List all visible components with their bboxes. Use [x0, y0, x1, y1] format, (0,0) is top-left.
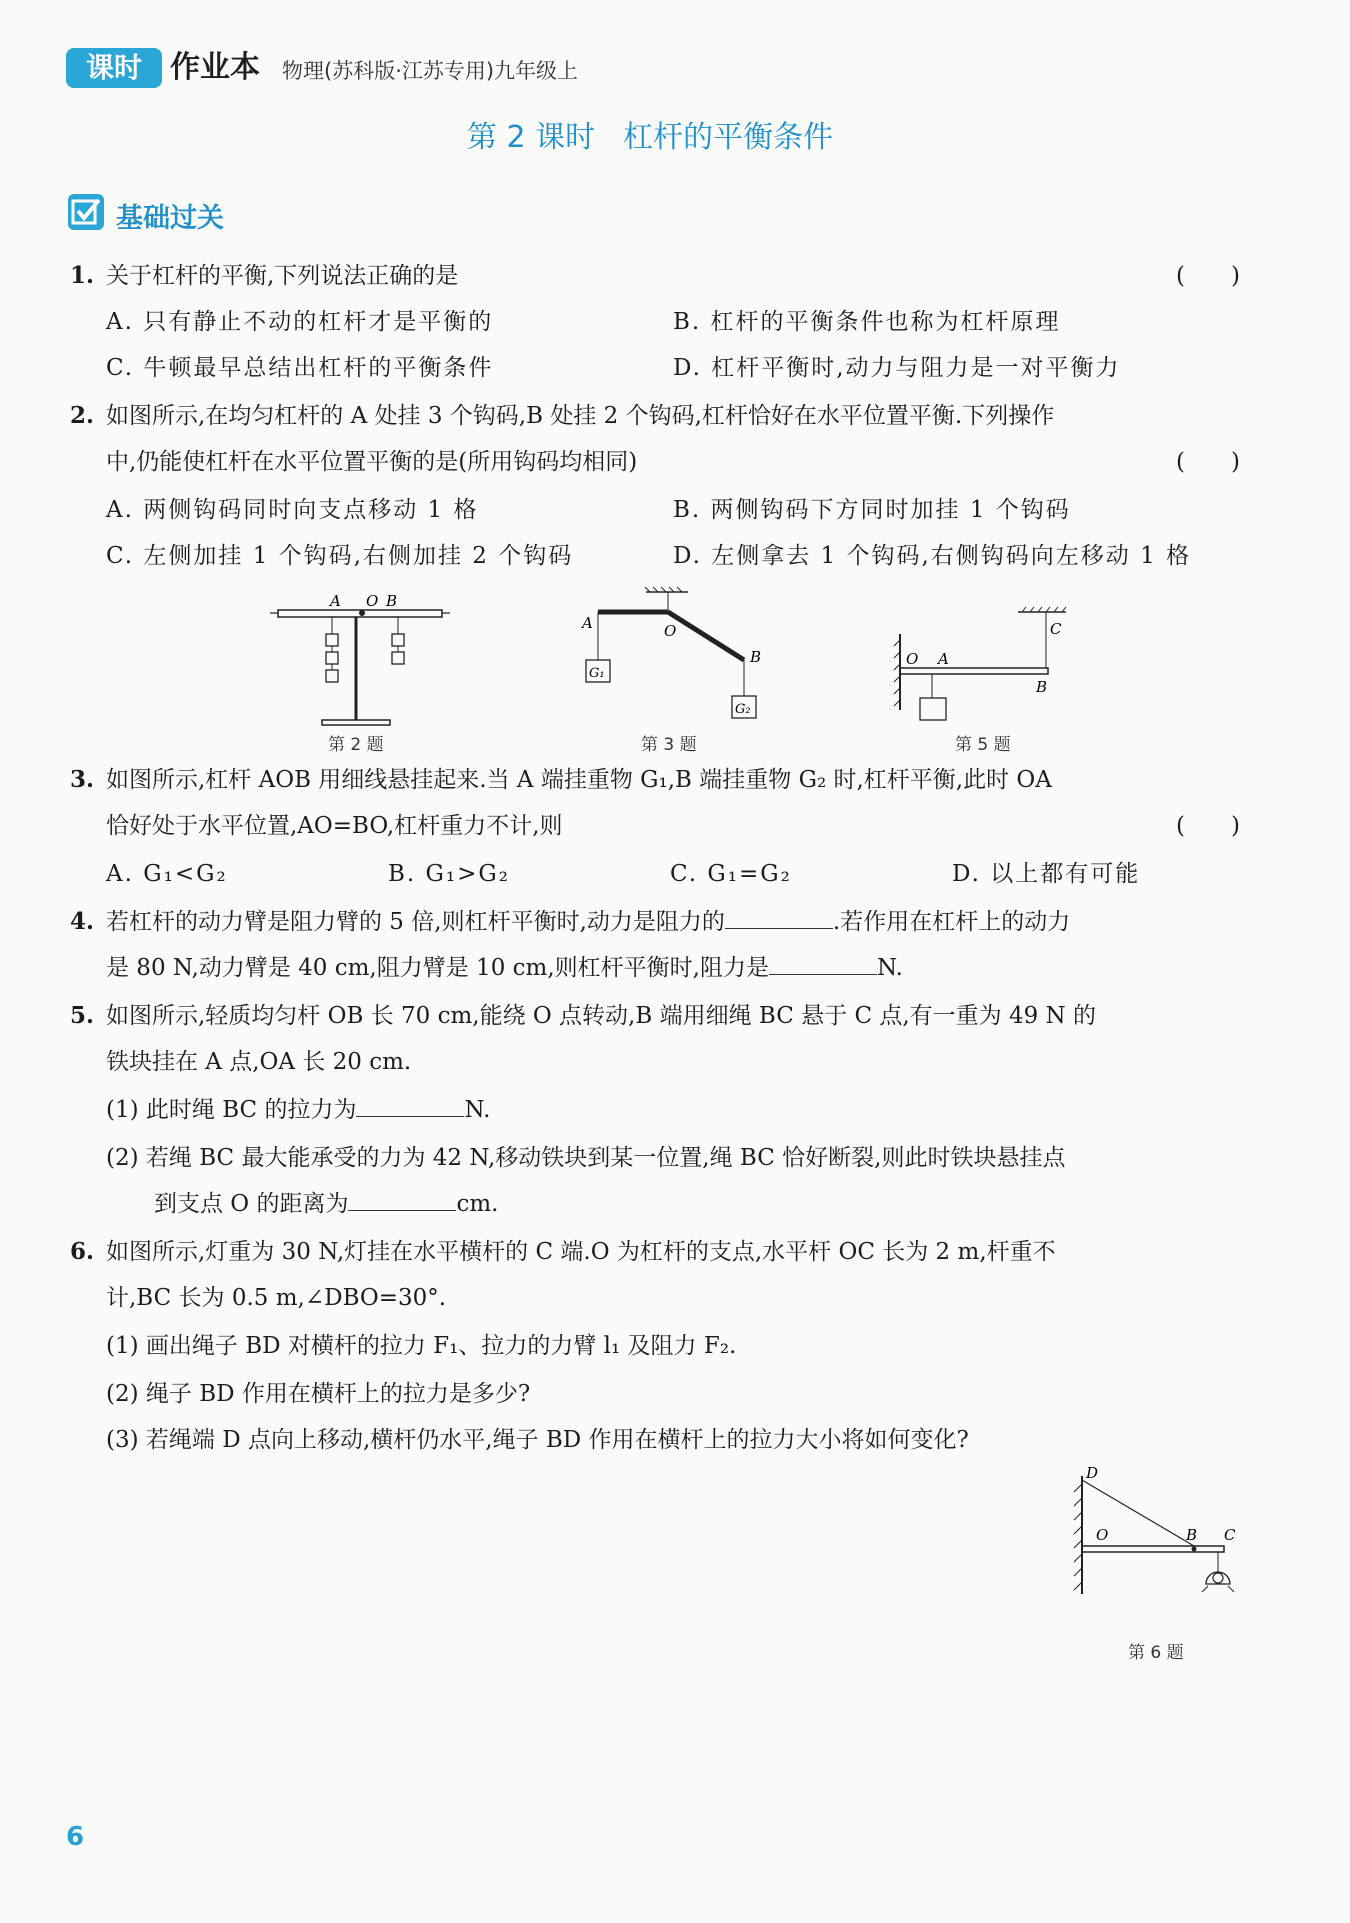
- answer-blank[interactable]: [725, 904, 833, 929]
- answer-blank[interactable]: [348, 1186, 456, 1211]
- question-stem-line2: 计,BC 长为 0.5 m,∠DBO=30°.: [106, 1285, 447, 1311]
- label-o: O: [664, 622, 677, 640]
- brand-name: 作业本: [170, 50, 260, 85]
- option-c: C. G₁=G₂: [670, 861, 792, 887]
- section-title: 基础过关: [116, 203, 224, 234]
- sub-question-unit: cm.: [456, 1191, 499, 1217]
- sub-question-text: (1) 画出绳子 BD 对横杆的拉力 F₁、拉力的力臂 l₁ 及阻力 F₂.: [106, 1333, 737, 1359]
- label-b: B: [750, 648, 762, 666]
- figure-3-lever-diagram: [578, 586, 768, 726]
- question-6-sub2: [70, 1376, 1240, 1412]
- brand-logo: 课时: [66, 48, 162, 88]
- label-a: A: [582, 614, 593, 632]
- answer-blank[interactable]: [356, 1092, 464, 1117]
- question-5-sub1: [70, 1092, 1240, 1128]
- question-number: 1.: [70, 262, 95, 289]
- question-text-2b: N.: [876, 955, 903, 981]
- question-stem-line1: 如图所示,灯重为 30 N,灯挂在水平横杆的 C 端.O 为杠杆的支点,水平杆 OC 长为 2 m,杆重不: [106, 1239, 1056, 1265]
- label-b: B: [386, 592, 398, 610]
- figure-2-lever-diagram: [270, 586, 450, 730]
- lesson-title: [0, 112, 1300, 156]
- question-5-line2: [70, 1044, 1240, 1080]
- question-stem-line1: 如图所示,轻质均匀杆 OB 长 70 cm,能绕 O 点转动,B 端用细绳 BC 悬于 C 点,有一重为 49 N 的: [106, 1003, 1096, 1029]
- question-4-line2: [70, 950, 1240, 986]
- question-5-sub2-line2: [70, 1186, 1240, 1222]
- question-1: [70, 258, 1240, 294]
- question-6-line2: [70, 1280, 1240, 1316]
- question-5-sub2: [70, 1140, 1240, 1176]
- option-a: A. 两侧钩码同时向支点移动 1 格: [106, 497, 479, 523]
- question-text-1a: 若杠杆的动力臂是阻力臂的 5 倍,则杠杆平衡时,动力是阻力的: [106, 909, 725, 935]
- sub-question-text: (3) 若绳端 D 点向上移动,横杆仍水平,绳子 BD 作用在横杆上的拉力大小将如何变化?: [106, 1427, 969, 1453]
- answer-bracket: ( ): [1176, 449, 1240, 475]
- page-number: 6: [66, 1822, 85, 1852]
- question-number: 3.: [70, 766, 95, 793]
- label-a: A: [938, 650, 949, 668]
- label-o: O: [366, 592, 379, 610]
- option-d: D. 左侧拿去 1 个钩码,右侧钩码向左移动 1 格: [673, 543, 1192, 569]
- label-o: O: [906, 650, 919, 668]
- question-stem-line2: 铁块挂在 A 点,OA 长 20 cm.: [106, 1049, 412, 1075]
- question-3-line2: [70, 808, 1240, 844]
- label-o: O: [1096, 1526, 1109, 1544]
- label-b: B: [1036, 678, 1048, 696]
- label-b: B: [1186, 1526, 1198, 1544]
- question-5: [70, 998, 1240, 1034]
- question-2: [70, 398, 1240, 434]
- question-number: 5.: [70, 1002, 95, 1029]
- question-2-line2: [70, 444, 1240, 480]
- question-text-1b: .若作用在杠杆上的动力: [832, 909, 1071, 935]
- label-g2: G₂: [735, 702, 751, 717]
- lesson-name: 杠杆的平衡条件: [623, 120, 834, 155]
- figure-6-lamp-lever-diagram: [1068, 1466, 1240, 1616]
- answer-bracket: ( ): [1176, 813, 1240, 839]
- question-6-sub3: [70, 1422, 1240, 1458]
- option-d: D. 杠杆平衡时,动力与阻力是一对平衡力: [673, 355, 1121, 381]
- option-c: C. 左侧加挂 1 个钩码,右侧加挂 2 个钩码: [106, 543, 574, 569]
- option-d: D. 以上都有可能: [952, 861, 1141, 887]
- label-a: A: [330, 592, 341, 610]
- question-stem-line1: 如图所示,在均匀杠杆的 A 处挂 3 个钩码,B 处挂 2 个钩码,杠杆恰好在水平位置平衡.下列操作: [106, 403, 1055, 429]
- question-number: 6.: [70, 1238, 95, 1265]
- figure-6-caption: 第 6 题: [1128, 1643, 1184, 1663]
- question-6-sub1: [70, 1328, 1240, 1364]
- figure-3-caption: 第 3 题: [641, 735, 697, 755]
- question-text-2a: 是 80 N,动力臂是 40 cm,阻力臂是 10 cm,则杠杆平衡时,阻力是: [106, 955, 769, 981]
- answer-blank[interactable]: [769, 950, 877, 975]
- question-stem-line2: 恰好处于水平位置,AO=BO,杠杆重力不计,则: [106, 813, 563, 839]
- question-6: [70, 1234, 1240, 1270]
- sub-question-text: 到支点 O 的距离为: [154, 1191, 349, 1217]
- lesson-number: 第 2 课时: [466, 120, 596, 155]
- option-b: B. 两侧钩码下方同时加挂 1 个钩码: [673, 497, 1071, 523]
- label-c: C: [1224, 1526, 1236, 1544]
- label-g1: G₁: [589, 666, 605, 681]
- question-stem: 关于杠杆的平衡,下列说法正确的是: [106, 263, 459, 289]
- question-number: 2.: [70, 402, 95, 429]
- question-number: 4.: [70, 908, 95, 935]
- label-d: D: [1086, 1466, 1099, 1482]
- option-b: B. G₁>G₂: [388, 861, 510, 887]
- question-4: [70, 904, 1240, 940]
- sub-question-unit: N.: [464, 1097, 491, 1123]
- sub-question-text: (2) 绳子 BD 作用在横杆上的拉力是多少?: [106, 1381, 531, 1407]
- figure-2-caption: 第 2 题: [328, 735, 384, 755]
- option-b: B. 杠杆的平衡条件也称为杠杆原理: [673, 309, 1061, 335]
- option-c: C. 牛顿最早总结出杠杆的平衡条件: [106, 355, 494, 381]
- question-stem-line2: 中,仍能使杠杆在水平位置平衡的是(所用钩码均相同): [106, 449, 638, 475]
- sub-question-text: (2) 若绳 BC 最大能承受的力为 42 N,移动铁块到某一位置,绳 BC 恰好断裂,则此时铁块悬挂点: [106, 1145, 1066, 1171]
- figure-5-lever-diagram: [890, 606, 1070, 726]
- option-a: A. G₁<G₂: [106, 861, 228, 887]
- label-c: C: [1050, 620, 1062, 638]
- figure-5-caption: 第 5 题: [955, 735, 1011, 755]
- question-3: [70, 762, 1240, 798]
- sub-question-text: (1) 此时绳 BC 的拉力为: [106, 1097, 357, 1123]
- book-subtitle: 物理(苏科版·江苏专用)九年级上: [282, 59, 579, 83]
- answer-bracket: ( ): [1176, 263, 1240, 289]
- option-a: A. 只有静止不动的杠杆才是平衡的: [106, 309, 494, 335]
- checkbox-icon: [68, 194, 104, 230]
- question-stem-line1: 如图所示,杠杆 AOB 用细线悬挂起来.当 A 端挂重物 G₁,B 端挂重物 G₂ 时,杠杆平衡,此时 OA: [106, 767, 1052, 793]
